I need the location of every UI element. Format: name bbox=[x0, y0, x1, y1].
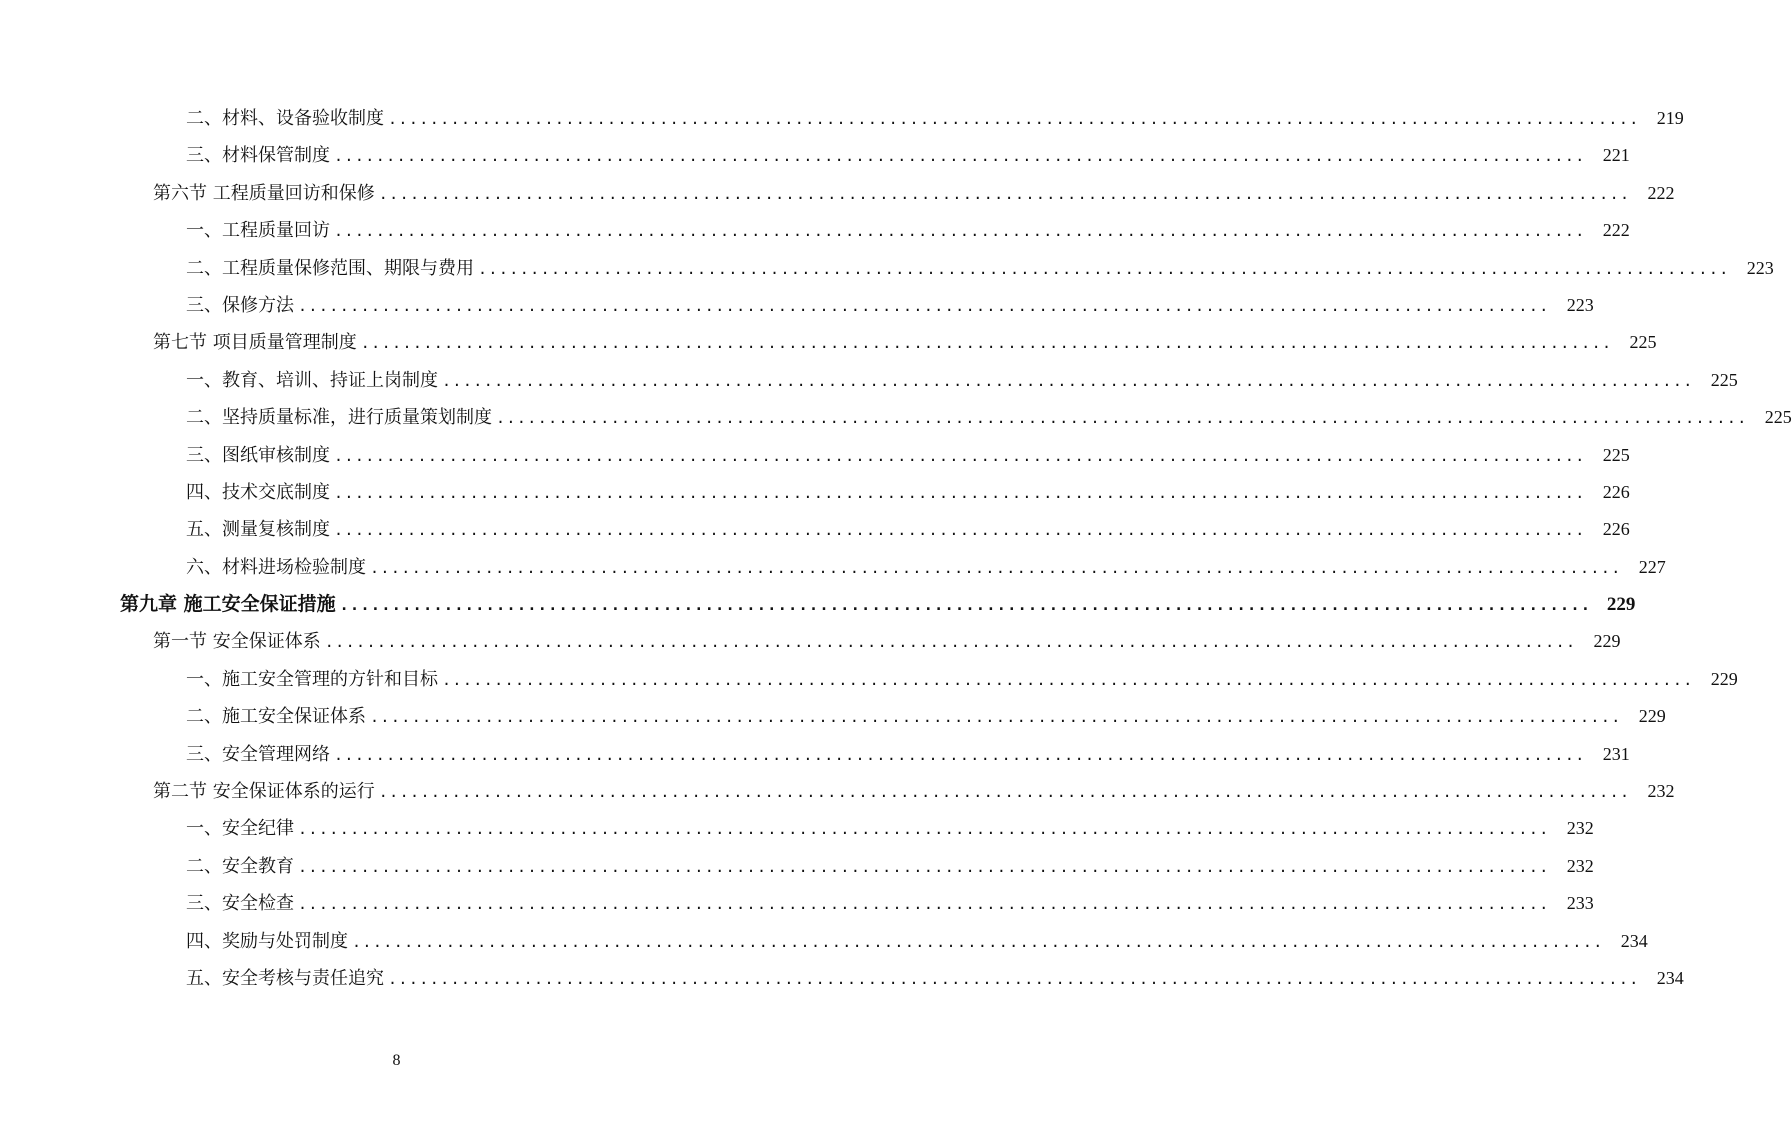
toc-entry-title: 二、施工安全保证体系 bbox=[186, 706, 366, 728]
toc-entry-title: 三、安全管理网络 bbox=[186, 743, 330, 765]
toc-entry[interactable] bbox=[0, 324, 1657, 361]
toc-entry-page: 234 bbox=[1620, 930, 1648, 951]
toc-entry[interactable] bbox=[0, 362, 1738, 399]
dot-leader: ........................................................................................................................ bbox=[298, 857, 1550, 876]
toc-entry-title: 二、坚持质量标准，进行质量策划制度 bbox=[186, 407, 492, 429]
toc-entry-page: 226 bbox=[1602, 481, 1630, 502]
toc-entry-page: 223 bbox=[1746, 257, 1774, 278]
toc-entry-page: 229 bbox=[1638, 706, 1666, 727]
toc-entry-title: 第七节 项目质量管理制度 bbox=[153, 332, 357, 354]
toc-entry-page: 231 bbox=[1602, 743, 1630, 764]
toc-entry-page: 233 bbox=[1566, 893, 1594, 914]
toc-entry[interactable] bbox=[0, 212, 1630, 249]
toc-entry-page: 232 bbox=[1647, 781, 1675, 802]
dot-leader: ........................................................................................................................ bbox=[388, 110, 1640, 128]
dot-leader: ........................................................................................................................ bbox=[442, 670, 1694, 689]
toc-entry[interactable] bbox=[0, 623, 1621, 660]
toc-entry-page: 229 bbox=[1606, 594, 1636, 616]
toc-entry-title: 六、材料进场检验制度 bbox=[186, 556, 366, 578]
dot-leader: ........................................................................................................................ bbox=[370, 708, 1622, 727]
dot-leader: ........................................................................................................................ bbox=[298, 820, 1550, 839]
toc-entry-page: 226 bbox=[1602, 519, 1630, 540]
toc-entry[interactable] bbox=[0, 137, 1630, 174]
toc-entry-title: 一、安全纪律 bbox=[186, 818, 294, 840]
toc-entry-page: 227 bbox=[1638, 556, 1666, 577]
dot-leader: ........................................................................................................................ bbox=[388, 969, 1640, 988]
toc-entry-title: 第二节 安全保证体系的运行 bbox=[153, 781, 375, 803]
toc-entry-title: 四、奖励与处罚制度 bbox=[186, 930, 348, 952]
toc-entry-page: 232 bbox=[1566, 818, 1594, 839]
dot-leader: ........................................................................................................................ bbox=[378, 184, 1631, 203]
toc-entry-page: 225 bbox=[1764, 407, 1792, 428]
toc-entry[interactable] bbox=[0, 848, 1594, 885]
toc-entry[interactable] bbox=[0, 698, 1666, 735]
dot-leader: ........................................................................................................................ bbox=[334, 483, 1586, 502]
dot-leader: ........................................................................................................................ bbox=[360, 334, 1613, 353]
toc-entry[interactable] bbox=[0, 175, 1675, 212]
toc-entry[interactable] bbox=[0, 923, 1648, 960]
dot-leader: ........................................................................................................................ bbox=[324, 633, 1577, 652]
toc-entry-title: 二、安全教育 bbox=[186, 855, 294, 877]
toc-entry[interactable] bbox=[0, 437, 1630, 474]
toc-entry[interactable] bbox=[0, 661, 1738, 698]
dot-leader: ........................................................................................................................ bbox=[442, 371, 1694, 390]
toc-entry[interactable] bbox=[0, 100, 1684, 137]
dot-leader: ........................................................................................................................ bbox=[352, 932, 1604, 951]
toc-entry-title: 第一节 安全保证体系 bbox=[153, 631, 321, 653]
toc-entry[interactable] bbox=[0, 810, 1594, 847]
toc-entry[interactable] bbox=[0, 885, 1594, 922]
toc-entry-title: 四、技术交底制度 bbox=[186, 481, 330, 503]
toc-entry-page: 229 bbox=[1593, 631, 1621, 652]
toc-entry-page: 232 bbox=[1566, 855, 1594, 876]
toc-entry-page: 223 bbox=[1566, 294, 1594, 315]
toc-entry-title: 一、工程质量回访 bbox=[186, 220, 330, 242]
table-of-contents bbox=[0, 100, 1792, 997]
toc-entry[interactable] bbox=[0, 549, 1666, 586]
toc-entry-page: 225 bbox=[1710, 369, 1738, 390]
toc-entry-title: 三、材料保管制度 bbox=[186, 145, 330, 167]
toc-entry-page: 222 bbox=[1647, 182, 1675, 203]
dot-leader: ........................................................................................................................ bbox=[334, 147, 1586, 166]
dot-leader: ........................................................................................................................ bbox=[334, 446, 1586, 465]
toc-entry-page: 219 bbox=[1656, 108, 1684, 128]
toc-entry-title: 三、安全检查 bbox=[186, 893, 294, 915]
toc-entry-page: 229 bbox=[1710, 668, 1738, 689]
toc-entry-page: 222 bbox=[1602, 220, 1630, 241]
dot-leader: ........................................................................................................................ bbox=[334, 222, 1586, 241]
dot-leader: ........................................................................................................................ bbox=[378, 783, 1631, 802]
dot-leader: ........................................................................................................................ bbox=[298, 895, 1550, 914]
toc-entry-title: 第九章 施工安全保证措施 bbox=[120, 593, 336, 616]
toc-entry-title: 二、工程质量保修范围、期限与费用 bbox=[186, 257, 474, 279]
toc-entry-page: 234 bbox=[1656, 967, 1684, 988]
dot-leader: ........................................................................................................................ bbox=[496, 409, 1748, 428]
dot-leader: ........................................................................................................................ bbox=[370, 558, 1622, 577]
toc-entry-title: 五、测量复核制度 bbox=[186, 519, 330, 541]
toc-entry[interactable] bbox=[0, 287, 1594, 324]
toc-entry-title: 二、材料、设备验收制度 bbox=[186, 108, 384, 129]
toc-entry-page: 225 bbox=[1602, 444, 1630, 465]
toc-entry-title: 第六节 工程质量回访和保修 bbox=[153, 182, 375, 204]
toc-entry[interactable] bbox=[0, 736, 1630, 773]
dot-leader: ........................................................................................................................ bbox=[334, 745, 1586, 764]
dot-leader: ........................................................................................................................ bbox=[298, 296, 1550, 315]
toc-entry[interactable] bbox=[0, 250, 1774, 287]
toc-entry[interactable] bbox=[0, 773, 1675, 810]
toc-entry[interactable] bbox=[0, 511, 1630, 548]
page-number: 8 bbox=[392, 1052, 401, 1069]
dot-leader: ........................................................................................................................ bbox=[334, 521, 1586, 540]
toc-entry-title: 一、教育、培训、持证上岗制度 bbox=[186, 369, 438, 391]
toc-entry-title: 三、图纸审核制度 bbox=[186, 444, 330, 466]
toc-entry[interactable] bbox=[0, 474, 1630, 511]
toc-entry-page: 225 bbox=[1629, 332, 1657, 353]
toc-entry[interactable] bbox=[0, 399, 1792, 436]
toc-entry[interactable] bbox=[0, 586, 1636, 623]
toc-entry-title: 五、安全考核与责任追究 bbox=[186, 967, 384, 989]
toc-entry-title: 一、施工安全管理的方针和目标 bbox=[186, 668, 438, 690]
dot-leader: ........................................................................................................................ bbox=[339, 596, 1592, 615]
toc-entry[interactable] bbox=[0, 960, 1684, 997]
toc-entry-title: 三、保修方法 bbox=[186, 294, 294, 316]
dot-leader: ........................................................................................................................ bbox=[478, 259, 1730, 278]
toc-entry-page: 221 bbox=[1602, 145, 1630, 166]
